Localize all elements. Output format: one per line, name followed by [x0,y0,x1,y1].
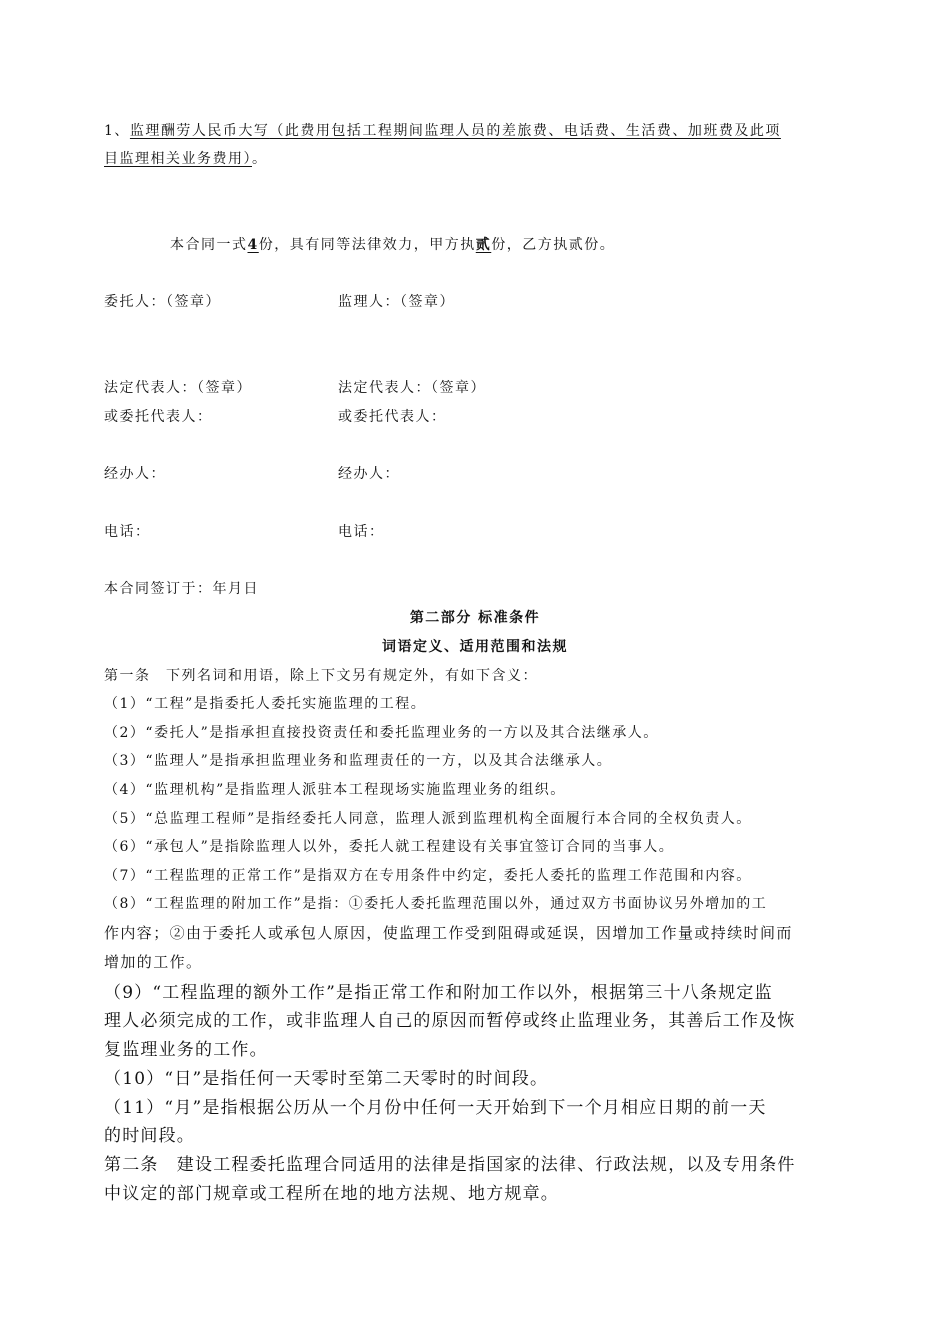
section-title: 第二部分 标准条件 [409,610,541,626]
supervisor-sign: 监理人：（签章） [338,294,455,310]
handler-left: 经办人： [104,466,166,482]
clause-line: （7）“工程监理的正常工作”是指双方在专用条件中约定，委托人委托的监理工作范围和内容。 [104,868,752,884]
agent-left: 或委托代表人： [104,409,213,425]
fee-line-2 [104,150,268,168]
clause-line: （3）“监理人”是指承担监理业务和监理责任的一方，以及其合法继承人。 [104,753,613,769]
client-sign: 委托人：（签章） [104,294,221,310]
copies-text-2: 份，具有同等法律效力，甲方执 [258,237,476,253]
copies-text-3: 份，乙方执贰份。 [491,237,616,253]
clause-line: （2）“委托人”是指承担直接投资责任和委托监理业务的一方以及其合法继承人。 [104,725,659,741]
clause-line: （11）“月”是指根据公历从一个月份中任何一天开始到下一个月相应日期的前一天 [104,1098,767,1118]
phone-right: 电话： [338,524,385,540]
signed-at: 本合同签订于：年月日 [104,581,259,597]
handler-right: 经办人： [338,466,400,482]
legal-rep-left: 法定代表人：（签章） [104,380,252,396]
fee-note-2: 目监理相关业务费用） [104,151,252,167]
clause-line: 理人必须完成的工作，或非监理人自己的原因而暂停或终止监理业务，其善后工作及恢 [104,1011,796,1031]
copies-party-a: 贰 [475,237,492,253]
clause-line: （6）“承包人”是指除监理人以外，委托人就工程建设有关事宜签订合同的当事人。 [104,839,675,855]
fee-line-1 [104,122,781,140]
clause-line: 中议定的部门规章或工程所在地的地方法规、地方规章。 [104,1184,559,1204]
clause-line: 第二条 建设工程委托监理合同适用的法律是指国家的法律、行政法规，以及专用条件 [104,1155,796,1175]
clause-line: （8）“工程监理的附加工作”是指：①委托人委托监理范围以外，通过双方书面协议另外增加的工 [104,896,768,912]
clause-line: 第一条 下列名词和用语，除上下文另有规定外，有如下含义： [104,668,538,684]
clause-line: 复监理业务的工作。 [104,1040,268,1060]
fee-note-1: （此费用包括工程期间监理人员的差旅费、电话费、生活费、加班费及此项 [269,123,781,139]
clause-line: 作内容；②由于委托人或承包人原因，使监理工作受到阻碍或延误，因增加工作量或持续时间而 [104,924,793,942]
clause-line: （4）“监理机构”是指监理人派驻本工程现场实施监理业务的组织。 [104,782,566,798]
agent-right: 或委托代表人： [338,409,447,425]
clause-line: 增加的工作。 [104,953,203,971]
clause-line: 的时间段。 [104,1126,195,1146]
fee-end: 。 [252,151,268,167]
clause-line: （5）“总监理工程师”是指经委托人同意，监理人派到监理机构全面履行本合同的全权负责人。 [104,811,752,827]
clause-line: （1）“工程”是指委托人委托实施监理的工程。 [104,696,427,712]
copies-line [170,236,615,254]
copies-text-1: 本合同一式 [170,237,248,253]
clause-line: （9）“工程监理的额外工作”是指正常工作和附加工作以外，根据第三十八条规定监 [104,983,773,1003]
fee-prefix: 1、 [104,123,130,139]
fee-label: 监理酬劳人民币大写 [129,123,270,139]
phone-left: 电话： [104,524,151,540]
section-subtitle: 词语定义、适用范围和法规 [382,639,568,655]
clause-line: （10）“日”是指任何一天零时至第二天零时的时间段。 [104,1069,549,1089]
copies-count: 4 [247,237,259,253]
legal-rep-right: 法定代表人：（签章） [338,380,486,396]
